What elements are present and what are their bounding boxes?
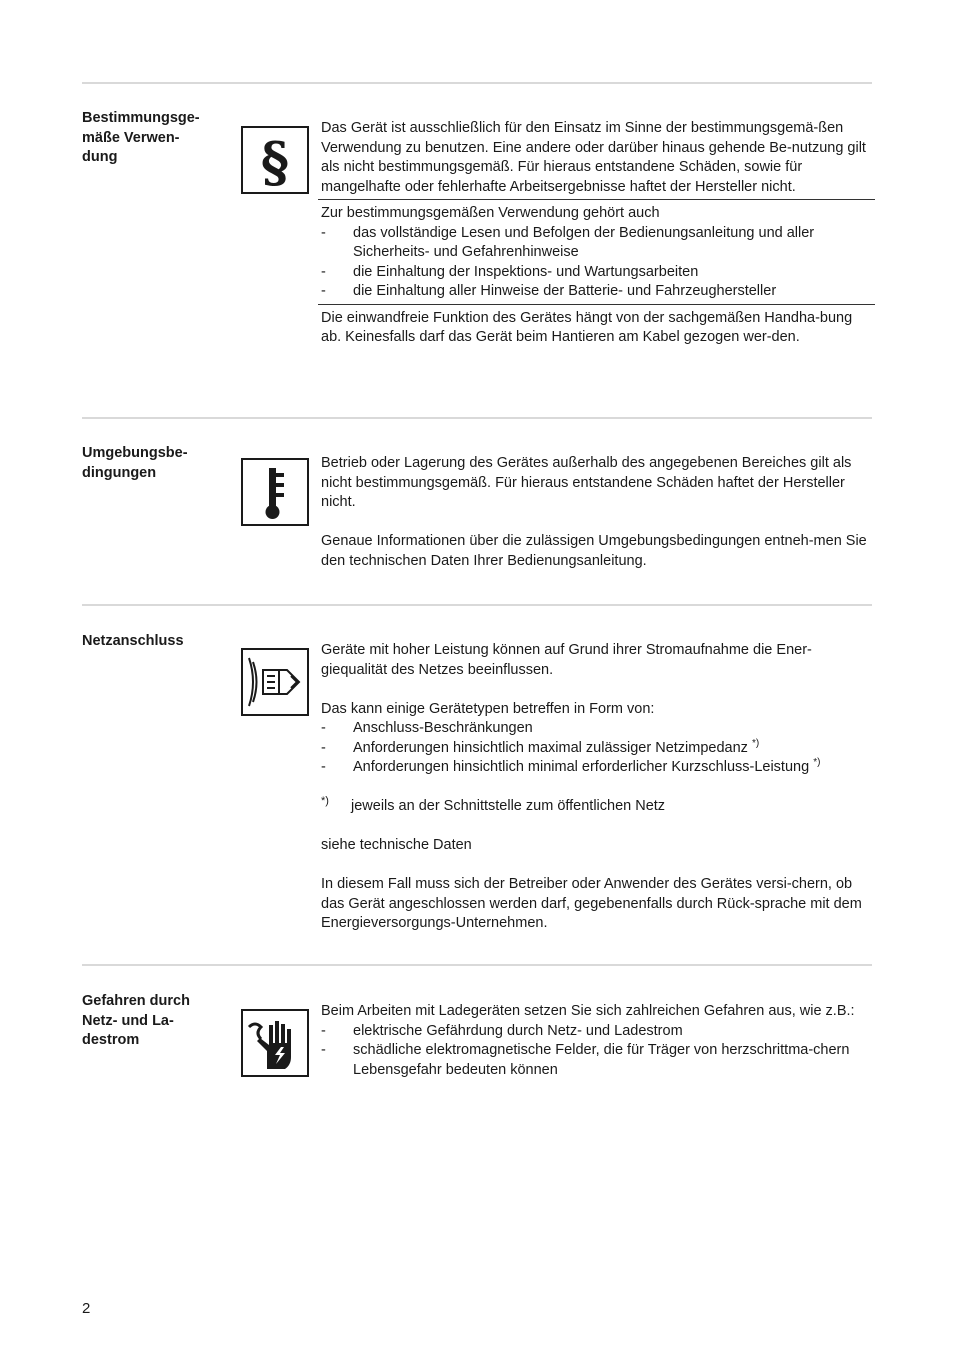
rule (318, 304, 875, 305)
list-item: - elektrische Gefährdung durch Netz- und Ladestrom (321, 1022, 683, 1039)
footnote: *) jeweils an der Schnittstelle zum öffentlichen Netz (321, 797, 872, 817)
section-heading-electrical-hazards: Gefahren durch Netz- und La- destrom (82, 993, 190, 1048)
top-divider (82, 82, 872, 84)
section-divider (82, 964, 872, 966)
list-item: - Anforderungen hinsichtlich minimal erforderlicher Kurzschluss-Leistung *) (321, 757, 821, 775)
list-item: - die Einhaltung der Inspektions- und Wartungsarbeiten (321, 263, 699, 280)
section-heading-environment: Umgebungsbe- dingungen (82, 445, 188, 481)
footnote-mark: *) (321, 795, 329, 807)
thermometer-icon (241, 458, 309, 526)
section-body-mains-connection (321, 641, 872, 934)
power-plug-icon (241, 648, 309, 716)
page-number: 2 (82, 1300, 91, 1317)
rule (318, 199, 875, 200)
paragraph: Zur bestimmungsgemäßen Verwendung gehört auch (321, 205, 660, 221)
paragraph-icon (241, 126, 309, 194)
section-body-intended-use (321, 119, 872, 348)
list-item: - das vollständige Lesen und Befolgen der Bedienungsanleitung und aller Sicherheits- und Gefahrenhinweise (321, 224, 815, 260)
paragraph: siehe technische Daten (321, 837, 472, 853)
paragraph: Das Gerät ist ausschließlich für den Einsatz im Sinne der bestimmungsgemä-ßen Verwendung zu benutzen. Eine andere oder darüber hinaus gehende Be-nutzung gilt als nicht bestimmungsgemäß. Für hieraus entstandene Schäden, sowie für mangelhafte oder fehlerhafte Arbeitsergebnisse haftet der Hersteller nicht. (321, 120, 866, 195)
list-item: - schädliche elektromagnetische Felder, die für Träger von herzschrittma-chern Lebensgefahr bedeuten können (321, 1042, 850, 1078)
paragraph: Geräte mit hoher Leistung können auf Grund ihrer Stromaufnahme die Ener-giequalität des Netzes beeinflussen. (321, 642, 812, 678)
footnote-reference: *) (751, 737, 760, 749)
paragraph: Beim Arbeiten mit Ladegeräten setzen Sie sich zahlreichen Gefahren aus, wie z.B.: (321, 1003, 855, 1019)
footnote-reference: *) (813, 757, 821, 768)
section-body-electrical-hazards (321, 1002, 872, 1080)
section-body-environment (321, 454, 872, 571)
list-item: - Anschluss-Beschränkungen (321, 720, 533, 736)
section-divider (82, 417, 872, 419)
list-item: - die Einhaltung aller Hinweise der Batterie- und Fahrzeughersteller (321, 283, 777, 299)
section-heading-mains-connection: Netzanschluss (82, 633, 184, 649)
electric-shock-hand-icon (241, 1009, 309, 1077)
paragraph: In diesem Fall muss sich der Betreiber oder Anwender des Gerätes versi-chern, ob das Gerät angeschlossen werden darf, gegebenenfalls durch Rück-sprache mit dem Energieversorgungs-Unternehmen. (321, 876, 862, 931)
svg-text:§: § (260, 130, 290, 192)
paragraph: Die einwandfreie Funktion des Gerätes hängt von der sachgemäßen Handha-bung ab. Keinesfalls darf das Gerät beim Hantieren am Kabel gezogen wer-den. (321, 309, 853, 345)
paragraph: Betrieb oder Lagerung des Gerätes außerhalb des angegebenen Bereiches gilt als nicht bestimmungsgemäß. Für hieraus entstandene Schäden haftet der Hersteller nicht. (321, 455, 852, 510)
section-divider (82, 604, 872, 606)
section-heading-intended-use: Bestimmungsge- mäße Verwen- dung (82, 110, 200, 165)
list-item: - Anforderungen hinsichtlich maximal zulässiger Netzimpedanz *) (321, 737, 760, 756)
paragraph: Genaue Informationen über die zulässigen Umgebungsbedingungen entneh-men Sie den technischen Daten Ihrer Bedienungsanleitung. (321, 533, 867, 569)
paragraph: Das kann einige Gerätetypen betreffen in Form von: (321, 700, 655, 717)
